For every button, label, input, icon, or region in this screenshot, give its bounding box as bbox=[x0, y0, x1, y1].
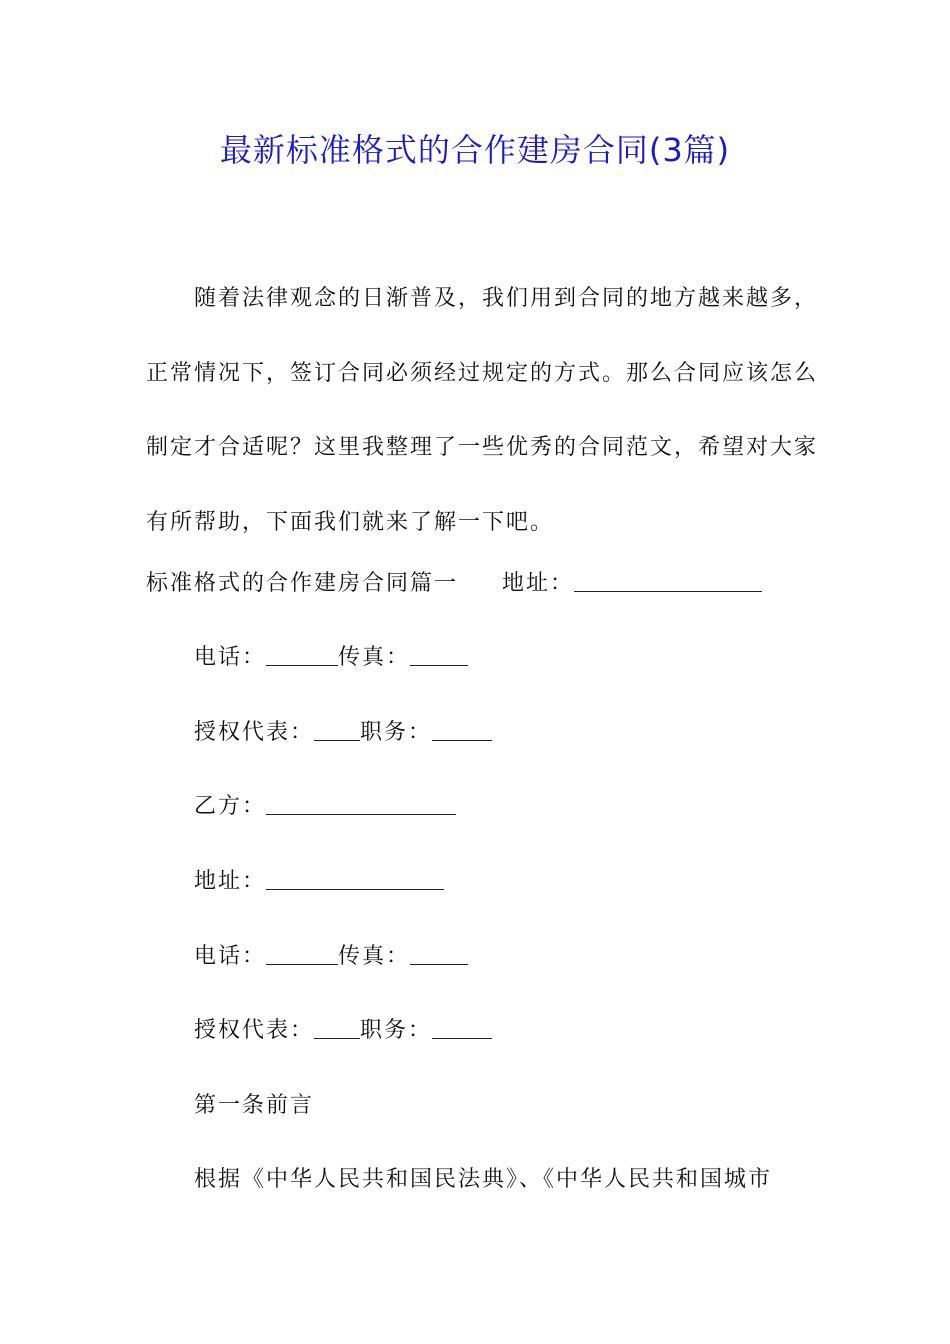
section-title: 标准格式的合作建房合同篇一 bbox=[146, 571, 459, 596]
address-blank-2 bbox=[266, 867, 444, 890]
phone-fax-row-1 bbox=[194, 638, 468, 678]
fax-blank-2 bbox=[410, 942, 468, 965]
phone-label-2: 电话： bbox=[194, 944, 267, 969]
intro-paragraph: 随着法律观念的日渐普及，我们用到合同的地方越来越多，正常情况下，签订合同必须经过规定的方式。那么合同应该怎么制定才合适呢？这里我整理了一些优秀的合同范文，希望对大家有所帮助，下面我们就来了解一下吧。 bbox=[146, 286, 819, 535]
rep-position-row-2 bbox=[194, 1011, 492, 1051]
party-b-blank bbox=[266, 792, 456, 815]
position-label-2: 职务： bbox=[360, 1018, 433, 1043]
phone-fax-row-2 bbox=[194, 937, 468, 977]
fax-label-2: 传真： bbox=[338, 944, 411, 969]
address-label-1: 地址： bbox=[502, 571, 575, 596]
address-row-2 bbox=[194, 862, 444, 902]
section-heading-row bbox=[146, 564, 762, 604]
phone-label-1: 电话： bbox=[194, 645, 267, 670]
rep-position-row-1 bbox=[194, 713, 492, 753]
position-blank-1 bbox=[432, 718, 492, 741]
rep-label-2: 授权代表： bbox=[194, 1018, 315, 1043]
party-b-row bbox=[194, 787, 456, 827]
rep-label-1: 授权代表： bbox=[194, 720, 315, 745]
fax-blank-1 bbox=[410, 643, 468, 666]
phone-blank-1 bbox=[266, 643, 338, 666]
address-label-2: 地址： bbox=[194, 869, 267, 894]
article-1-heading: 第一条前言 bbox=[194, 1093, 315, 1118]
phone-blank-2 bbox=[266, 942, 338, 965]
address-blank-1 bbox=[574, 569, 762, 592]
article-1-text: 根据《中华人民共和国民法典》、《中华人民共和国城市 bbox=[194, 1167, 773, 1192]
fax-label-1: 传真： bbox=[338, 645, 411, 670]
position-blank-2 bbox=[432, 1016, 492, 1039]
document-title: 最新标准格式的合作建房合同(3篇) bbox=[219, 131, 731, 169]
party-b-label: 乙方： bbox=[194, 794, 267, 819]
rep-blank-2 bbox=[314, 1016, 360, 1039]
position-label-1: 职务： bbox=[360, 720, 433, 745]
rep-blank-1 bbox=[314, 718, 360, 741]
